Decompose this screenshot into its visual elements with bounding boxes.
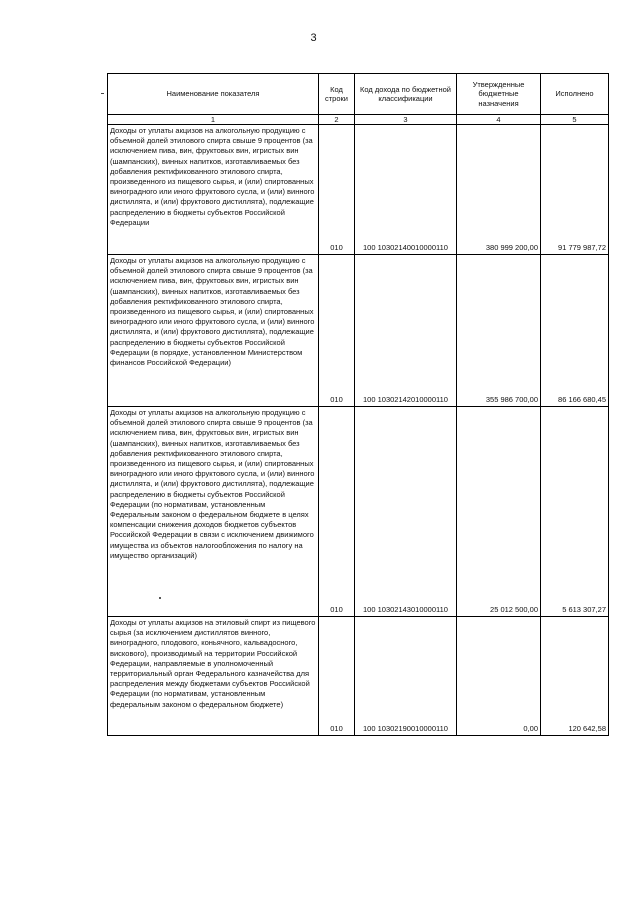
column-index: 2 xyxy=(319,115,355,125)
header-name: Наименование показателя xyxy=(108,74,319,115)
indicator-name: Доходы от уплаты акцизов на алкогольную продукцию с объемной долей этилового спирта свыше 9 процентов (за исключением пива, вин, фруктовых вин, игристых вин (шампанских), винных напитков, изготавливаемых без добавления ректификованного этилового спирта, произведенного из пищевого сырья, и (или) спиртованных виноградного или иного фруктового сусла, и (или) винного дистиллята, и (или) фруктового дистиллята), подлежащие распределению в бюджеты субъектов Российской Федерации xyxy=(108,125,319,255)
header-executed: Исполнено xyxy=(541,74,609,115)
indicator-name: Доходы от уплаты акцизов на алкогольную продукцию с объемной долей этилового спирта свыше 9 процентов (за исключением пива, вин, фруктовых вин, игристых вин (шампанских), винных напитков, изготавливаемых без добавления ректификованного этилового спирта, произведенного из пищевого сырья, и (или) спиртованных виноградного или иного фруктового сусла, и (или) винного дистиллята, и (или) фруктового дистиллята), подлежащие распределению в бюджеты субъектов Российской Федерации (в порядке, установленном Министерством финансов Российской Федерации) xyxy=(108,255,319,407)
margin-mark xyxy=(101,93,104,94)
indicator-name: Доходы от уплаты акцизов на алкогольную продукцию с объемной долей этилового спирта свыше 9 процентов (за исключением пива, вин, фруктовых вин, игристых вин (шампанских), винных напитков, изготавливаемых без добавления ректификованного этилового спирта, произведенного из пищевого сырья, и (или) спиртованных виноградного или иного фруктового сусла, и (или) винного дистиллята, и (или) фруктового дистиллята), подлежащие распределению в бюджеты субъектов Российской Федерации (по нормативам, установленным Федеральным законом о федеральном бюджете в целях компенсации снижения доходов бюджетов субъектов Российской Федерации в связи с исключением движимого имущества из объектов налогообложения по налогу на имущество организаций) xyxy=(108,407,319,617)
header-approved: Утвержденные бюджетные назначения xyxy=(457,74,541,115)
line-code: 010 xyxy=(319,255,355,407)
executed-amount: 91 779 987,72 xyxy=(541,125,609,255)
header-kbk: Код дохода по бюджетной классификации xyxy=(355,74,457,115)
executed-amount: 5 613 307,27 xyxy=(541,407,609,617)
table-row xyxy=(108,125,609,255)
table-row xyxy=(108,255,609,407)
budget-classification-code: 100 10302190010000110 xyxy=(355,617,457,736)
indicator-name: Доходы от уплаты акцизов на этиловый спирт из пищевого сырья (за исключением дистиллятов винного, виноградного, плодового, коньячного, кальвадосного, вискового), производимый на территории Российской Федерации, направляемые в уполномоченный территориальный орган Федерального казначейства для распределения между бюджетами субъектов Российской Федерации (по нормативам, установленным федеральным законом о федеральном бюджете) xyxy=(108,617,319,736)
table-row xyxy=(108,407,609,617)
revenue-table xyxy=(107,73,609,736)
column-index: 5 xyxy=(541,115,609,125)
header-code: Код строки xyxy=(319,74,355,115)
header-row xyxy=(108,74,609,115)
executed-amount: 120 642,58 xyxy=(541,617,609,736)
approved-amount: 380 999 200,00 xyxy=(457,125,541,255)
page-number: 3 xyxy=(310,32,317,44)
line-code: 010 xyxy=(319,407,355,617)
line-code: 010 xyxy=(319,125,355,255)
approved-amount: 25 012 500,00 xyxy=(457,407,541,617)
line-code: 010 xyxy=(319,617,355,736)
approved-amount: 0,00 xyxy=(457,617,541,736)
column-index: 3 xyxy=(355,115,457,125)
approved-amount: 355 986 700,00 xyxy=(457,255,541,407)
column-index-row xyxy=(108,115,609,125)
budget-classification-code: 100 10302143010000110 xyxy=(355,407,457,617)
budget-classification-code: 100 10302142010000110 xyxy=(355,255,457,407)
column-index: 4 xyxy=(457,115,541,125)
executed-amount: 86 166 680,45 xyxy=(541,255,609,407)
column-index: 1 xyxy=(108,115,319,125)
table-row xyxy=(108,617,609,736)
budget-classification-code: 100 10302140010000110 xyxy=(355,125,457,255)
